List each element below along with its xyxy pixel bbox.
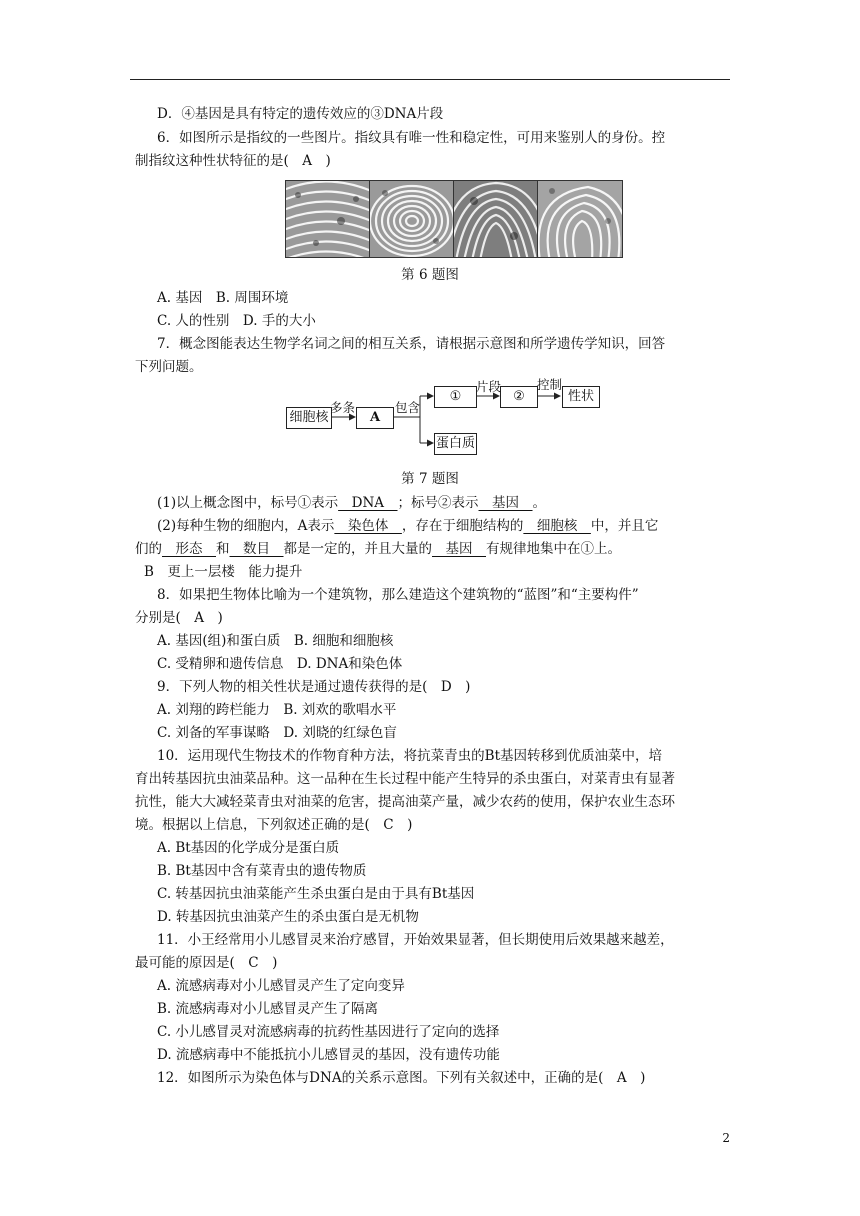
q7-part2-cont bbox=[135, 539, 621, 559]
q8-options-cd: C. 受精卵和遗传信息 D. DNA和染色体 bbox=[157, 656, 403, 672]
q8-stem-line2: 分别是( A ) bbox=[135, 610, 223, 626]
q11-option-a: A. 流感病毒对小儿感冒灵产生了定向变异 bbox=[157, 978, 405, 994]
q7-part3-answer3: 基因 bbox=[432, 541, 486, 557]
fingerprint-image-2 bbox=[369, 180, 455, 258]
q7-part1-text-c: 。 bbox=[532, 495, 547, 511]
q6-stem-line1: 6．如图所示是指纹的一些图片。指纹具有唯一性和稳定性，可用来鉴别人的身份。控 bbox=[157, 130, 666, 146]
q7-figure-caption: 第 7 题图 bbox=[401, 471, 459, 487]
q10-option-c: C. 转基因抗虫油菜能产生杀虫蛋白是由于具有Bt基因 bbox=[157, 886, 475, 902]
q7-part3-text-c: 都是一定的，并且大量的 bbox=[283, 541, 432, 557]
q6-options-ab: A. 基因 B. 周围环境 bbox=[157, 290, 289, 306]
q8-stem-line1: 8．如果把生物体比喻为一个建筑物，那么建造这个建筑物的“蓝图”和“主要构件” bbox=[157, 587, 639, 603]
q8-options-ab: A. 基因(组)和蛋白质 B. 细胞和细胞核 bbox=[157, 633, 394, 649]
q5-option-d: D．④基因是具有特定的遗传效应的③DNA片段 bbox=[157, 106, 444, 122]
section-b-heading: B 更上一层楼 能力提升 bbox=[144, 564, 303, 580]
q9-options-ab: A. 刘翔的跨栏能力 B. 刘欢的歌唱水平 bbox=[157, 702, 397, 718]
q7-part1 bbox=[157, 493, 546, 513]
q7-part2-answer2: 细胞核 bbox=[523, 518, 591, 534]
q6-figure-caption: 第 6 题图 bbox=[401, 267, 459, 283]
q7-part3-text-b: 和 bbox=[216, 541, 230, 557]
q10-stem-line2: 育出转基因抗虫油菜品种。这一品种在生长过程中能产生特异的杀虫蛋白，对菜青虫有显著 bbox=[135, 771, 675, 787]
node-trait: 性状 bbox=[562, 386, 600, 408]
q7-part1-answer2: 基因 bbox=[478, 495, 533, 511]
edge-label-control: 控制 bbox=[537, 377, 563, 392]
q10-stem-line1: 10．运用现代生物技术的作物育种方法，将抗菜青虫的Bt基因转移到优质油菜中，培 bbox=[157, 748, 663, 764]
q11-stem-line2: 最可能的原因是( C ) bbox=[135, 955, 278, 971]
q7-part2-text-a: (2)每种生物的细胞内，A表示 bbox=[157, 518, 335, 534]
edge-label-segment: 片段 bbox=[476, 379, 502, 394]
node-2: ② bbox=[500, 386, 538, 408]
edge-label-contains: 包含 bbox=[395, 400, 421, 415]
q7-part1-answer1: DNA bbox=[338, 495, 398, 511]
q7-part3-answer2: 数目 bbox=[229, 541, 284, 557]
node-1: ① bbox=[434, 386, 477, 408]
fingerprint-image-1 bbox=[285, 180, 371, 258]
q11-option-b: B. 流感病毒对小儿感冒灵产生了隔离 bbox=[157, 1001, 379, 1017]
node-protein: 蛋白质 bbox=[434, 433, 477, 455]
q7-part2-answer1: 染色体 bbox=[334, 518, 402, 534]
q7-part1-text-a: (1)以上概念图中，标号①表示 bbox=[157, 495, 339, 511]
q9-stem: 9．下列人物的相关性状是通过遗传获得的是( D ) bbox=[157, 679, 471, 695]
edge-label-many: 多条 bbox=[330, 400, 356, 415]
q11-stem-line1: 11．小王经常用小儿感冒灵来治疗感冒，开始效果显著，但长期使用后效果越来越差， bbox=[157, 932, 674, 948]
q10-stem-line3: 抗性，能大大减轻菜青虫对油菜的危害，提高油菜产量，减少农药的使用，保护农业生态环 bbox=[135, 794, 675, 810]
q7-part3-text-a: 们的 bbox=[135, 541, 162, 557]
header-rule bbox=[130, 79, 730, 80]
q10-stem-line4: 境。根据以上信息，下列叙述正确的是( C ) bbox=[135, 817, 413, 833]
q7-part3-text-d: 有规律地集中在①上。 bbox=[486, 541, 621, 557]
fingerprint-image-4 bbox=[537, 180, 623, 258]
q10-option-b: B. Bt基因中含有菜青虫的遗传物质 bbox=[157, 863, 367, 879]
q12-stem: 12．如图所示为染色体与DNA的关系示意图。下列有关叙述中，正确的是( A ) bbox=[157, 1070, 646, 1086]
concept-map-diagram bbox=[280, 375, 620, 465]
q10-option-a: A. Bt基因的化学成分是蛋白质 bbox=[157, 840, 340, 856]
q7-stem-line2: 下列问题。 bbox=[135, 359, 203, 375]
q7-part2-text-c: 中，并且它 bbox=[590, 518, 659, 534]
q11-option-d: D. 流感病毒中不能抵抗小儿感冒灵的基因，没有遗传功能 bbox=[157, 1047, 500, 1063]
q6-stem-line2: 制指纹这种性状特征的是( A ) bbox=[135, 153, 331, 169]
fingerprint-image-3 bbox=[453, 180, 539, 258]
q7-part1-text-b: ；标号②表示 bbox=[397, 495, 479, 511]
page-number: 2 bbox=[722, 1131, 730, 1145]
q7-part3-answer1: 形态 bbox=[162, 541, 216, 557]
q7-stem-line1: 7．概念图能表达生物学名词之间的相互关系，请根据示意图和所学遗传学知识，回答 bbox=[157, 336, 666, 352]
q10-option-d: D. 转基因抗虫油菜产生的杀虫蛋白是无机物 bbox=[157, 909, 419, 925]
node-cell-nucleus: 细胞核 bbox=[286, 407, 332, 429]
q7-part2 bbox=[157, 516, 658, 536]
q6-options-cd: C. 人的性别 D. 手的大小 bbox=[157, 313, 316, 329]
node-A: A bbox=[356, 407, 394, 429]
q11-option-c: C. 小儿感冒灵对流感病毒的抗药性基因进行了定向的选择 bbox=[157, 1024, 500, 1040]
q9-options-cd: C. 刘备的军事谋略 D. 刘晓的红绿色盲 bbox=[157, 725, 397, 741]
q7-part2-text-b: ，存在于细胞结构的 bbox=[401, 518, 524, 534]
